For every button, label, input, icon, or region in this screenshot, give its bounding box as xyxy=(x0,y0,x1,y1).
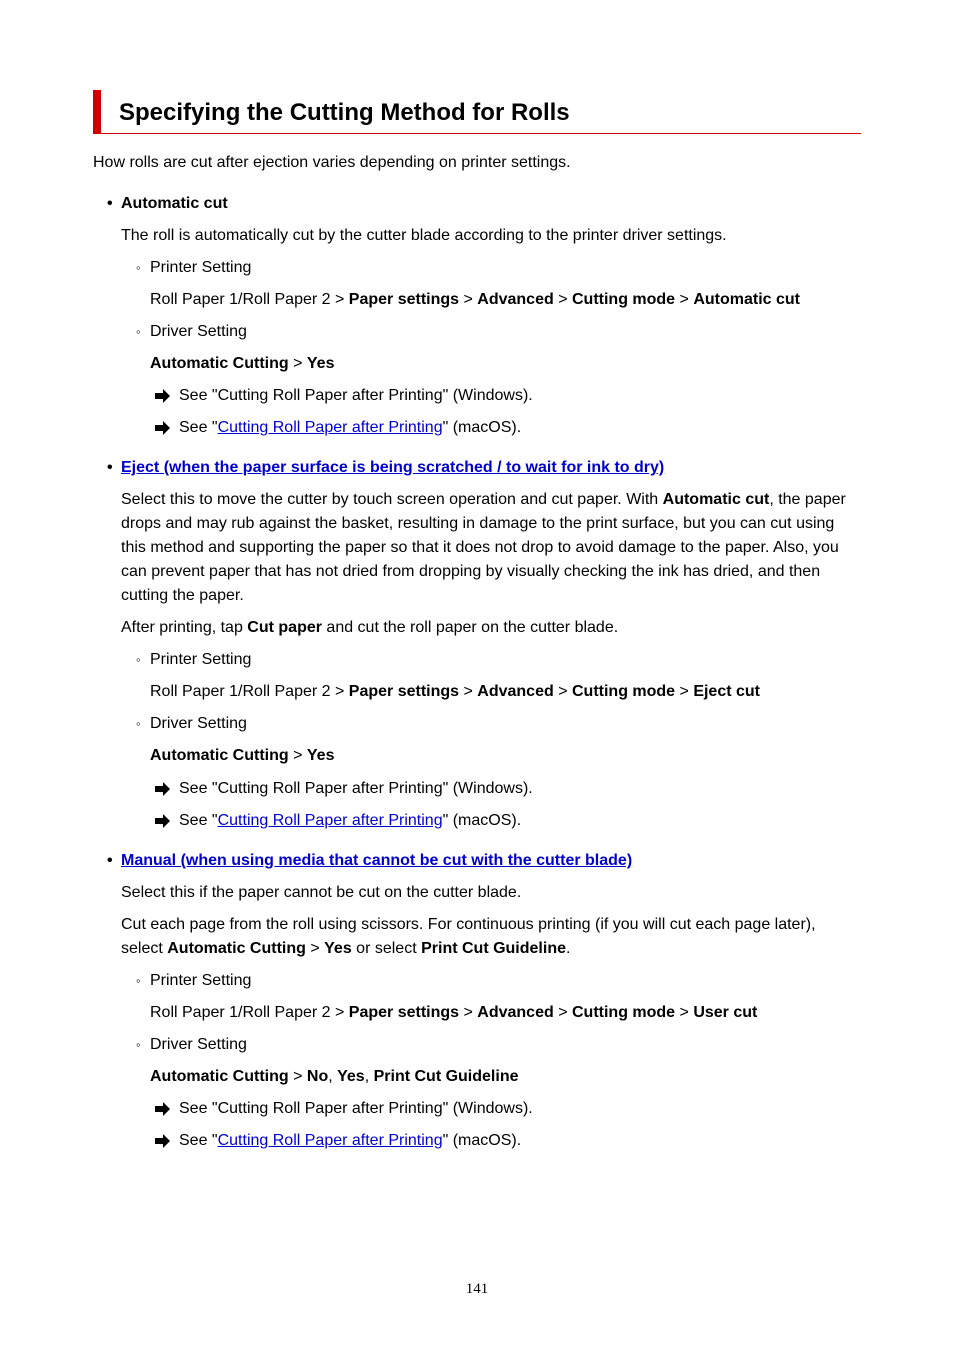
arrow-right-icon xyxy=(154,1099,172,1119)
driver-setting-path: Automatic Cutting > Yes xyxy=(150,355,335,372)
see-windows-text: See "Cutting Roll Paper after Printing" (Windows). xyxy=(179,1100,533,1117)
printer-setting-label: Printer Setting xyxy=(150,972,252,989)
circle-bullet-icon: ◦ xyxy=(136,716,141,731)
section-heading-manual xyxy=(121,851,632,871)
section-paragraph: The roll is automatically cut by the cutter blade according to the printer driver settings. xyxy=(121,227,727,244)
arrow-right-icon xyxy=(154,418,172,438)
section-heading-eject xyxy=(121,458,664,478)
section-paragraph-line: this method and supporting the paper so that it does not drop to avoid damage to the paper. Also, you xyxy=(121,539,839,556)
eject-heading-link[interactable]: Eject (when the paper surface is being scratched / to wait for ink to dry) xyxy=(121,459,665,476)
arrow-right-icon xyxy=(154,779,172,799)
bullet-icon: • xyxy=(107,459,113,476)
arrow-right-icon xyxy=(154,1131,172,1151)
section-paragraph-line: cutting the paper. xyxy=(121,587,244,604)
page-number: 141 xyxy=(465,1281,489,1297)
circle-bullet-icon: ◦ xyxy=(136,260,141,275)
driver-setting-path: Automatic Cutting > Yes xyxy=(150,747,335,764)
section-paragraph: Select this if the paper cannot be cut on the cutter blade. xyxy=(121,884,522,901)
circle-bullet-icon: ◦ xyxy=(136,324,141,339)
driver-setting-label: Driver Setting xyxy=(150,1036,247,1053)
section-paragraph-line: select Automatic Cutting > Yes or select Print Cut Guideline. xyxy=(121,940,571,957)
manual-heading-link[interactable]: Manual (when using media that cannot be cut with the cutter blade) xyxy=(121,852,633,869)
circle-bullet-icon: ◦ xyxy=(136,1037,141,1052)
printer-setting-path: Roll Paper 1/Roll Paper 2 > Paper settings > Advanced > Cutting mode > Eject cut xyxy=(150,683,760,700)
arrow-right-icon xyxy=(154,811,172,831)
printer-setting-path: Roll Paper 1/Roll Paper 2 > Paper settings > Advanced > Cutting mode > Automatic cut xyxy=(150,291,800,308)
see-macos-text: See "Cutting Roll Paper after Printing" (macOS). xyxy=(179,812,522,829)
printer-setting-label: Printer Setting xyxy=(150,651,252,668)
driver-setting-path: Automatic Cutting > No, Yes, Print Cut Guideline xyxy=(150,1068,519,1085)
arrow-right-icon xyxy=(154,386,172,406)
see-windows-text: See "Cutting Roll Paper after Printing" (Windows). xyxy=(179,780,533,797)
printer-setting-label: Printer Setting xyxy=(150,259,252,276)
bullet-icon: • xyxy=(107,852,113,869)
title-accent-bar xyxy=(93,90,101,133)
circle-bullet-icon: ◦ xyxy=(136,973,141,988)
see-windows-text: See "Cutting Roll Paper after Printing" (Windows). xyxy=(179,387,533,404)
page-title-bar xyxy=(93,90,861,134)
cutting-roll-paper-link[interactable]: Cutting Roll Paper after Printing xyxy=(217,1132,443,1149)
driver-setting-label: Driver Setting xyxy=(150,323,247,340)
after-printing-text: After printing, tap Cut paper and cut the roll paper on the cutter blade. xyxy=(121,619,619,636)
cutting-roll-paper-link[interactable]: Cutting Roll Paper after Printing xyxy=(217,419,443,436)
page-title: Specifying the Cutting Method for Rolls xyxy=(119,99,570,126)
cutting-roll-paper-link[interactable]: Cutting Roll Paper after Printing xyxy=(217,812,443,829)
circle-bullet-icon: ◦ xyxy=(136,652,141,667)
section-heading-automatic-cut: Automatic cut xyxy=(121,195,228,212)
section-paragraph-line: can prevent paper that has not dried from dropping by visually checking the ink has dried, and then xyxy=(121,563,821,580)
section-paragraph-line: Select this to move the cutter by touch screen operation and cut paper. With Automatic cut, the paper xyxy=(121,491,846,508)
driver-setting-label: Driver Setting xyxy=(150,715,247,732)
section-paragraph-line: Cut each page from the roll using scissors. For continuous printing (if you will cut each page later), xyxy=(121,916,816,933)
see-macos-text: See "Cutting Roll Paper after Printing" (macOS). xyxy=(179,419,522,436)
section-paragraph-line: drops and may rub against the basket, resulting in damage to the print surface, but you can cut using xyxy=(121,515,835,532)
see-macos-text: See "Cutting Roll Paper after Printing" (macOS). xyxy=(179,1132,522,1149)
printer-setting-path: Roll Paper 1/Roll Paper 2 > Paper settings > Advanced > Cutting mode > User cut xyxy=(150,1004,758,1021)
bullet-icon: • xyxy=(107,195,113,212)
intro-text: How rolls are cut after ejection varies depending on printer settings. xyxy=(93,154,571,171)
